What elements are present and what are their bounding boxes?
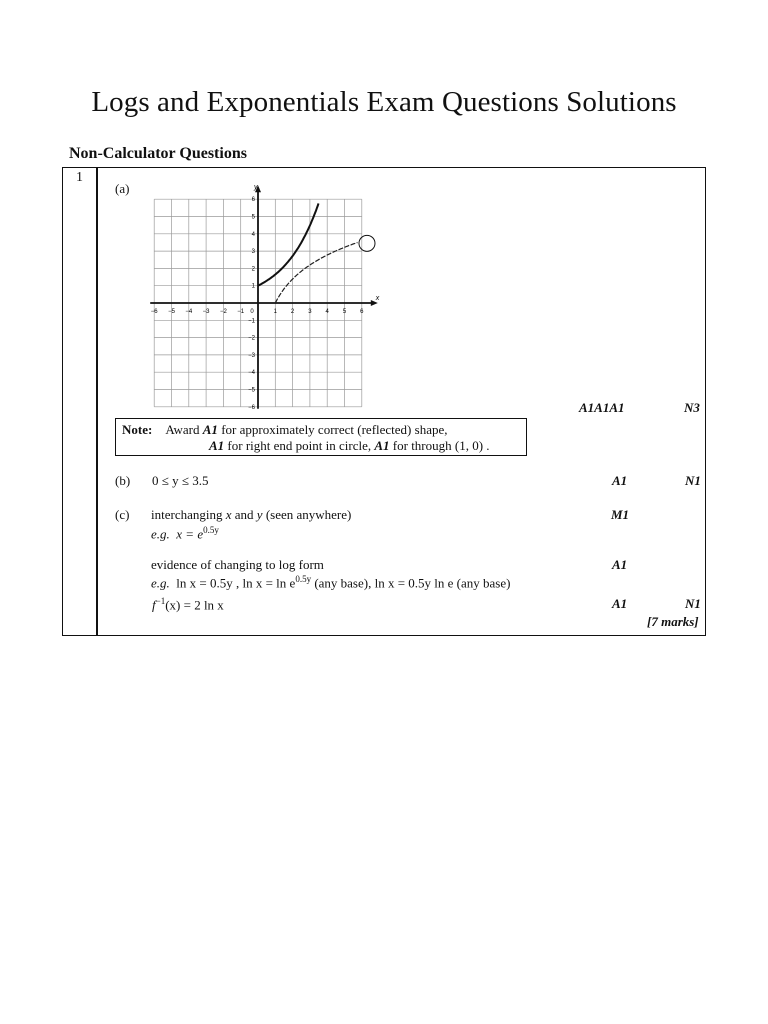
- x-tick-label: 4: [325, 309, 329, 315]
- x-tick-label: −2: [219, 309, 227, 315]
- section-heading: Non-Calculator Questions: [69, 145, 247, 162]
- part-c-example1: [151, 525, 219, 542]
- x-tick-label: 3: [308, 309, 312, 315]
- x-axis-label: x: [375, 295, 380, 302]
- graph-tick-labels: [151, 184, 380, 411]
- part-a-label: (a): [115, 181, 130, 196]
- y-tick-label: 4: [251, 231, 255, 238]
- part-c-answer-sup: −1: [155, 596, 166, 606]
- part-c-eg1-expr: x = e: [176, 526, 204, 542]
- y-tick-label: −3: [248, 352, 255, 359]
- part-c-eg2-b: (any base), ln x = 0.5y ln e (any base): [311, 575, 511, 591]
- part-c-eg2-sup: 0.5y: [295, 574, 312, 584]
- part-a-level: N3: [684, 400, 700, 415]
- note-text-line1: [122, 422, 447, 438]
- part-c-step1-and: and: [231, 507, 257, 522]
- y-tick-label: −2: [248, 335, 255, 342]
- y-tick-label: 6: [251, 197, 255, 204]
- note-line2-post: for through (1, 0) .: [389, 438, 490, 453]
- y-tick-label: 1: [251, 283, 255, 290]
- part-c-step1-x: x: [225, 507, 232, 522]
- x-tick-label: 6: [360, 309, 364, 315]
- part-c-answer-level: N1: [685, 596, 701, 611]
- question-number: 1: [76, 170, 83, 185]
- x-tick-label: 0: [250, 309, 254, 315]
- y-axis-label: y: [254, 184, 258, 192]
- part-c-eg2-a: ln x = 0.5y , ln x = ln e: [176, 575, 296, 591]
- y-tick-label: −4: [248, 370, 255, 377]
- part-c-step1-mark: M1: [611, 507, 630, 522]
- part-c-label: (c): [115, 507, 130, 522]
- x-tick-label: −4: [185, 309, 193, 315]
- part-c-step2: evidence of changing to log form: [151, 557, 324, 572]
- x-tick-label: −6: [150, 309, 158, 315]
- part-c-answer-rest: (x) = 2 ln x: [165, 597, 224, 613]
- part-c-example2: [151, 574, 510, 591]
- graph-figure: [142, 178, 394, 413]
- note-line2-mark2: A1: [374, 438, 390, 453]
- part-b-label: (b): [115, 473, 131, 488]
- part-c-eg1-sup: 0.5y: [203, 525, 219, 535]
- y-tick-label: 2: [251, 266, 255, 273]
- note-line1-mark: A1: [202, 422, 218, 437]
- x-tick-label: −1: [237, 309, 245, 315]
- part-c-step1-y: y: [256, 507, 263, 522]
- part-c-step1-post: (seen anywhere): [262, 507, 352, 522]
- part-b-marks: A1: [612, 473, 628, 488]
- part-c-answer-mark: A1: [612, 596, 628, 611]
- part-b-answer: 0 ≤ y ≤ 3.5: [152, 473, 209, 488]
- table-column-divider: [96, 167, 98, 636]
- x-tick-label: −5: [168, 309, 175, 315]
- part-a-marks: A1A1A1: [579, 400, 625, 415]
- part-c-answer: [152, 596, 224, 613]
- part-c-eg1-prefix: e.g.: [151, 526, 170, 542]
- log-curve: [275, 243, 357, 304]
- total-marks: [7 marks]: [647, 614, 699, 629]
- graph-axes: [150, 185, 378, 409]
- part-b-level: N1: [685, 473, 701, 488]
- part-c-step2-mark: A1: [612, 557, 628, 572]
- y-tick-label: 3: [251, 249, 255, 256]
- note-label: Note:: [122, 422, 153, 437]
- part-c-answer-f: f: [152, 597, 156, 613]
- endpoint-circle: [359, 235, 375, 251]
- part-c-step1-pre: interchanging: [151, 507, 226, 522]
- x-tick-label: 2: [290, 309, 295, 315]
- page-title: Logs and Exponentials Exam Questions Solutions: [91, 86, 677, 118]
- note-line1-post: for approximately correct (reflected) shape,: [217, 422, 448, 437]
- note-line2-mid: for right end point in circle,: [224, 438, 375, 453]
- note-text-line2: [209, 438, 490, 454]
- y-tick-label: −1: [248, 318, 255, 325]
- x-tick-label: −3: [202, 309, 210, 315]
- y-tick-label: −6: [248, 404, 255, 411]
- note-line2-mark1: A1: [209, 438, 225, 453]
- x-tick-label: 1: [273, 309, 277, 315]
- part-c-eg2-prefix: e.g.: [151, 575, 170, 591]
- note-line1-pre: Award: [165, 422, 203, 437]
- x-tick-label: 5: [342, 309, 347, 315]
- exponential-curve: [258, 203, 319, 285]
- y-tick-label: 5: [251, 214, 255, 221]
- y-tick-label: −5: [248, 387, 255, 394]
- part-c-step1: [151, 507, 351, 523]
